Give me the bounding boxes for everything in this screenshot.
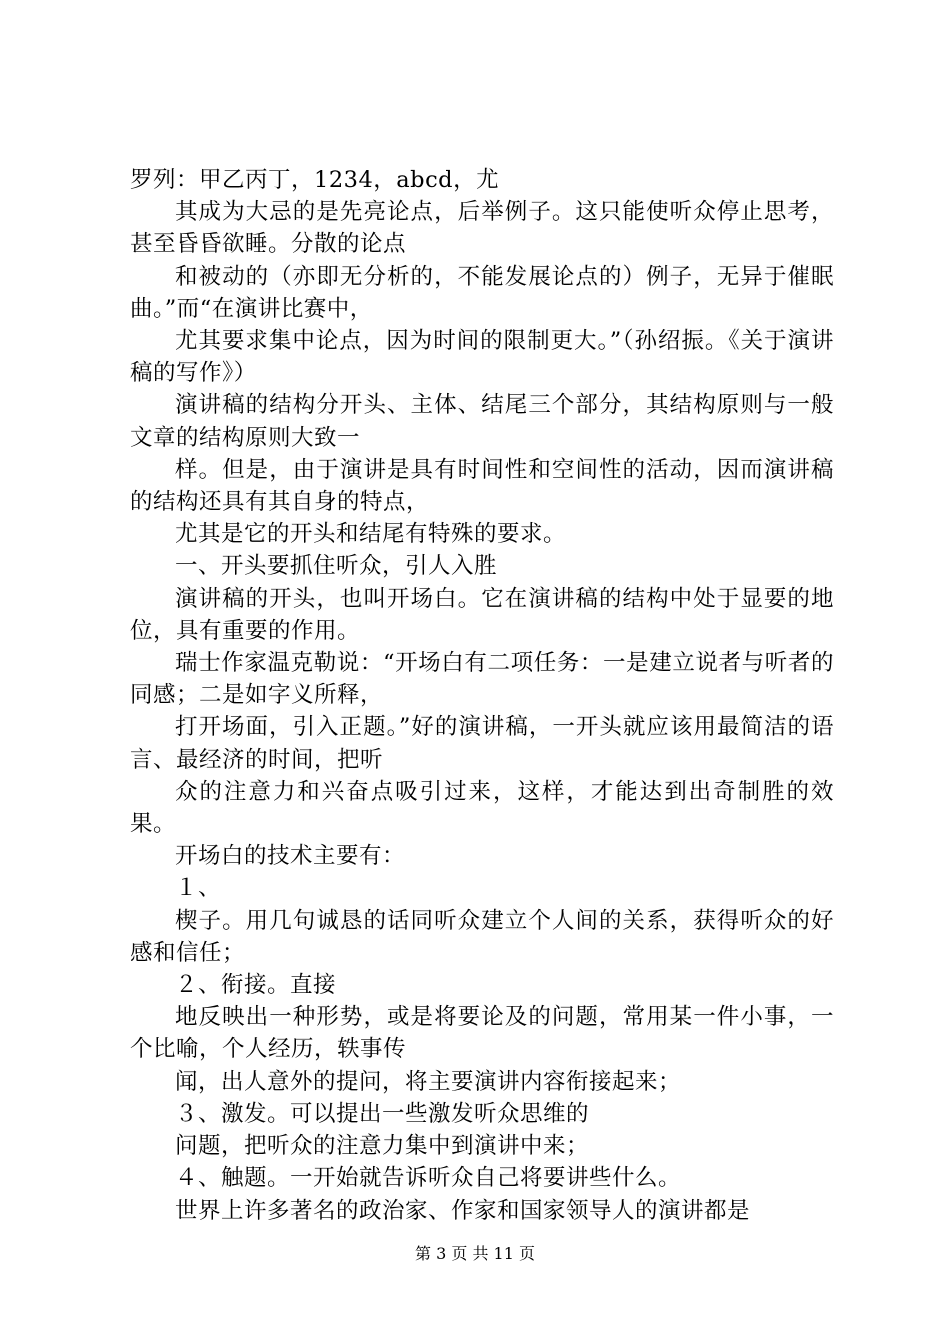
paragraph: 世界上许多著名的政治家、作家和国家领导人的演讲都是 <box>175 1197 751 1224</box>
list-item: ２、衔接。直接 <box>175 972 337 999</box>
list-item: ４、触题。一开始就告诉听众自己将要讲些什么。 <box>175 1165 682 1192</box>
paragraph: 开场白的技术主要有： <box>175 843 406 870</box>
paragraph: 和被动的（亦即无分析的，不能发展论点的）例子，无异于催眠曲。”而“在演讲比赛中， <box>130 263 834 322</box>
paragraph: 地反映出一种形势，或是将要论及的问题，常用某一件小事，一个比喻，个人经历，轶事传 <box>130 1004 834 1063</box>
list-item: ３、激发。可以提出一些激发听众思维的 <box>175 1100 590 1127</box>
paragraph: 演讲稿的开头，也叫开场白。它在演讲稿的结构中处于显要的地位，具有重要的作用。 <box>130 585 834 644</box>
section-heading: 一、开头要抓住听众，引人入胜 <box>175 553 498 580</box>
paragraph: 样。但是，由于演讲是具有时间性和空间性的活动，因而演讲稿的结构还具有其自身的特点， <box>130 456 834 516</box>
paragraph: 瑞士作家温克勒说：“开场白有二项任务：一是建立说者与听者的同感；二是如字义所释， <box>130 650 834 709</box>
paragraph: 闻，出人意外的提问，将主要演讲内容衔接起来； <box>175 1068 682 1095</box>
paragraph: 其成为大忌的是先亮论点，后举例子。这只能使听众停止思考，甚至昏昏欲睡。分散的论点 <box>130 199 834 258</box>
paragraph: 问题，把听众的注意力集中到演讲中来； <box>175 1133 590 1160</box>
paragraph: 众的注意力和兴奋点吸引过来，这样，才能达到出奇制胜的效果。 <box>130 778 834 838</box>
document-body <box>130 164 834 1227</box>
paragraph: 尤其要求集中论点，因为时间的限制更大。”（孙绍振。《关于演讲稿的写作》） <box>130 328 834 387</box>
list-item-number: １、 <box>175 875 222 902</box>
list-item: 楔子。用几句诚恳的话同听众建立个人间的关系，获得听众的好感和信任； <box>130 907 834 966</box>
page-number-footer: 第 3 页 共 11 页 <box>415 1244 535 1263</box>
paragraph: 打开场面，引入正题。”好的演讲稿，一开头就应该用最简洁的语言、最经济的时间，把听 <box>130 714 834 773</box>
paragraph: 罗列：甲乙丙丁，1234，abcd，尤 <box>130 167 500 193</box>
paragraph: 演讲稿的结构分开头、主体、结尾三个部分，其结构原则与一般文章的结构原则大致一 <box>130 392 834 451</box>
paragraph: 尤其是它的开头和结尾有特殊的要求。 <box>175 521 567 548</box>
